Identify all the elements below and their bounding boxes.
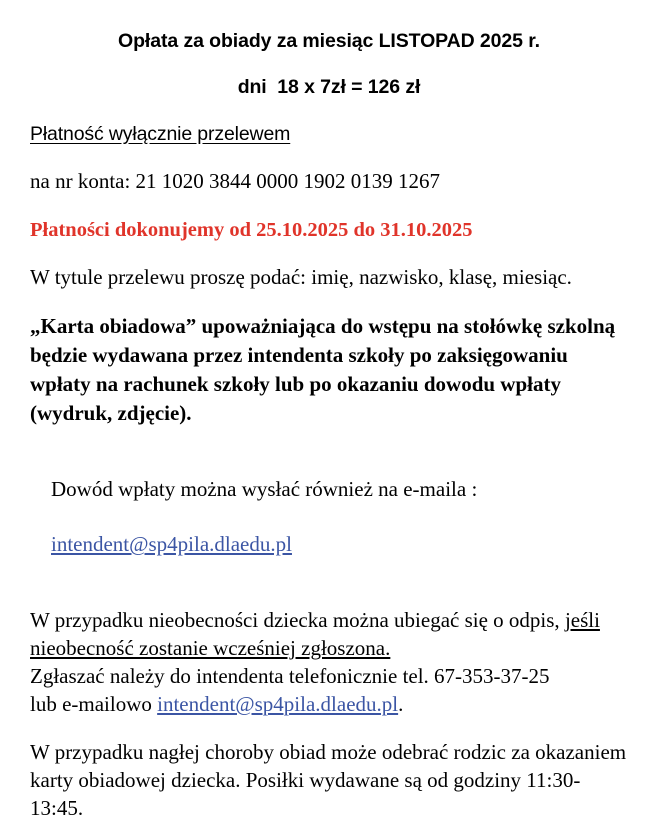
page-title: Opłata za obiady za miesiąc LISTOPAD 2025 r. bbox=[118, 30, 540, 52]
absence-report-email-prefix: lub e-mailowo bbox=[30, 692, 158, 717]
absence-report-phone-line: Zgłaszać należy do intendenta telefonicznie tel. 67-353-37-25 bbox=[30, 664, 550, 689]
proof-of-payment-intro: Dowód wpłaty można wysłać również na e-maila : bbox=[51, 476, 478, 501]
intendent-email-link-secondary[interactable]: intendent@sp4pila.dlaedu.pl bbox=[157, 692, 399, 717]
transfer-title-instruction: W tytule przelewu proszę podać: imię, nazwisko, klasę, miesiąc. bbox=[30, 264, 572, 289]
payment-deadline-notice bbox=[0, 196, 658, 244]
absence-report-email-suffix: . bbox=[398, 692, 404, 717]
payment-method-heading bbox=[0, 100, 658, 148]
meal-card-notice: „Karta obiadowa” upoważniająca do wstępu na stołówkę szkolną będzie wydawana przez intendenta szkoły po zaksięgowaniu wpłaty na rachunek szkoły lub po okazaniu dowodu wpłaty (wydruk, zdjęcie). bbox=[30, 313, 616, 425]
payment-deadline-text: Płatności dokonujemy od 25.10.2025 do 31.10.2025 bbox=[30, 218, 473, 241]
proof-of-payment-block bbox=[0, 428, 658, 588]
absence-policy-condition: jeśli nieobecność zostanie wcześniej zgłoszona. bbox=[30, 608, 600, 661]
intendent-email-link[interactable]: intendent@sp4pila.dlaedu.pl bbox=[51, 532, 292, 557]
bank-account-line: na nr konta: 21 1020 3844 0000 1902 0139 1267 bbox=[30, 168, 441, 193]
page-subtitle-cost-summary: dni 18 x 7zł = 126 zł bbox=[237, 76, 421, 99]
illness-policy-notice: W przypadku nagłej choroby obiad może odebrać rodzic za okazaniem karty obiadowej dziecka. Posiłki wydawane są od godziny 11:30-13:45. bbox=[30, 739, 627, 820]
absence-policy-block bbox=[0, 587, 658, 719]
payment-method-label: Płatność wyłącznie przelewem bbox=[30, 122, 291, 145]
absence-policy-intro: W przypadku nieobecności dziecka można ubiegać się o odpis, bbox=[30, 608, 565, 633]
